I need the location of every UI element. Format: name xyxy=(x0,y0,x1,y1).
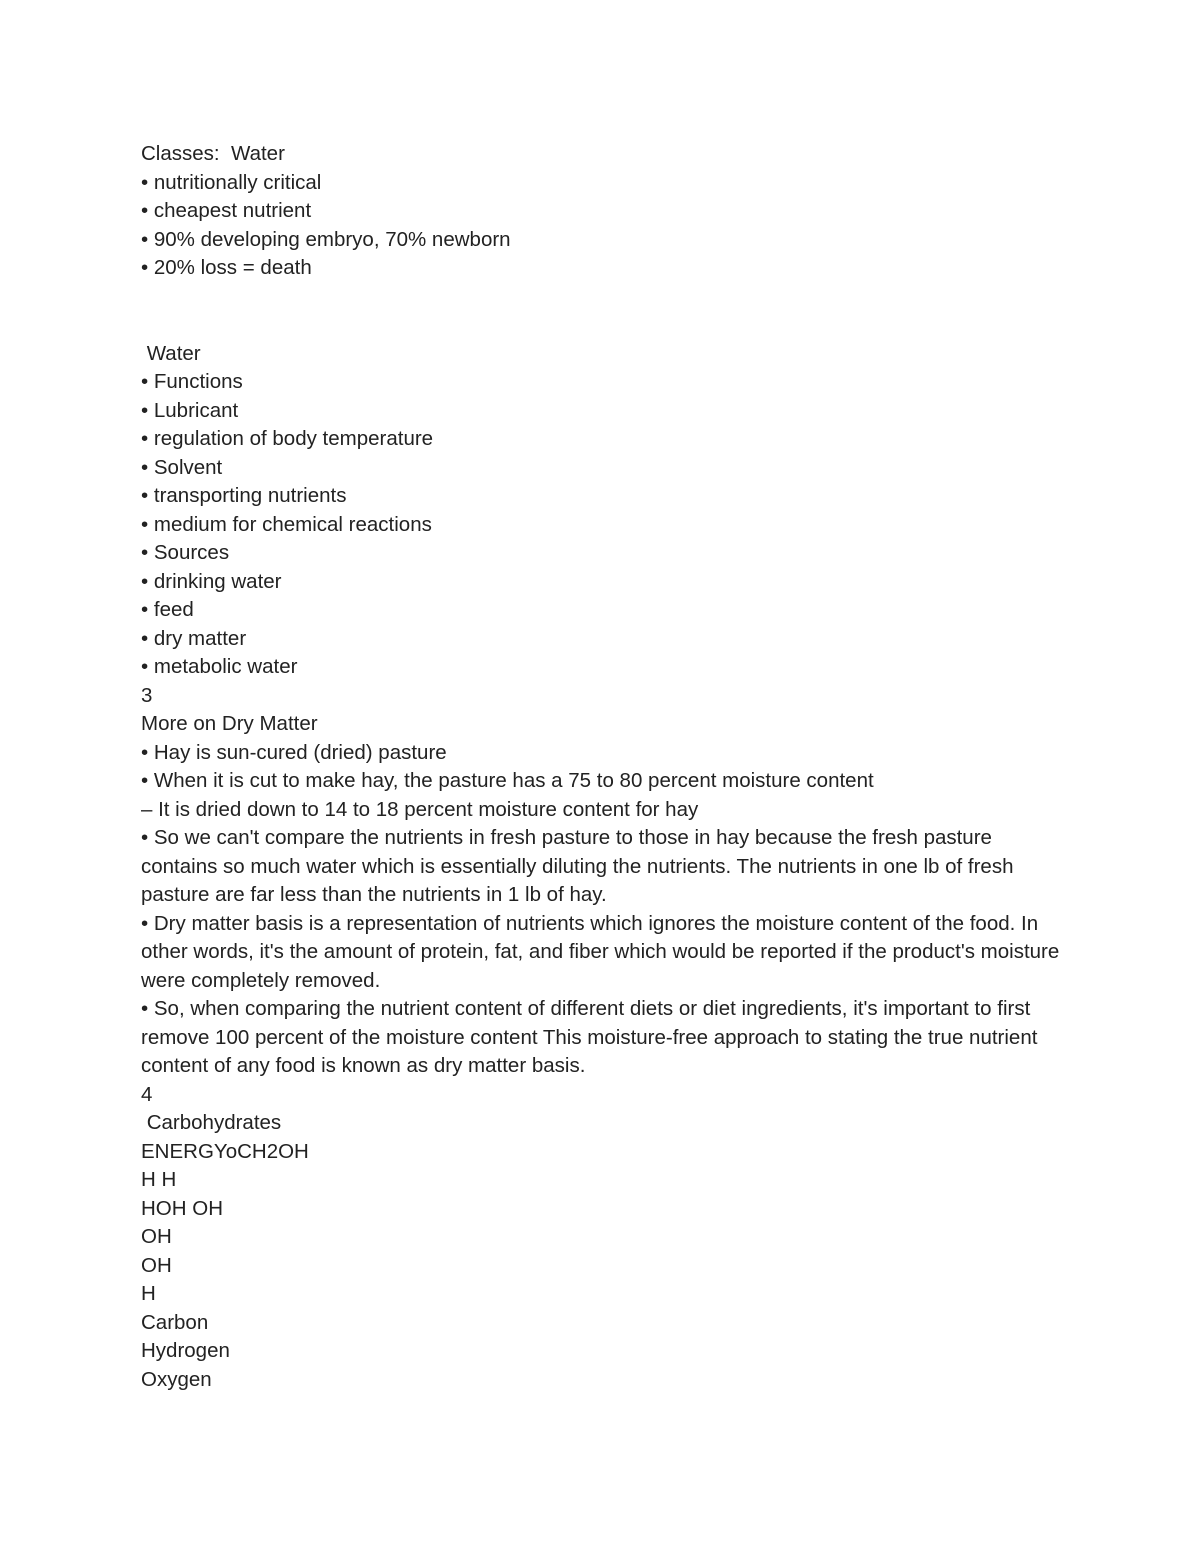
bullet-item: • Functions xyxy=(141,370,243,393)
bullet-item: • drinking water xyxy=(141,569,282,593)
sub-bullet-item: – It is dried down to 14 to 18 percent moisture content for hay xyxy=(141,797,699,821)
bullet-item: • cheapest nutrient xyxy=(141,199,312,222)
element-label: Oxygen xyxy=(141,1367,212,1391)
bullet-item: • Solvent xyxy=(141,455,223,479)
section-water xyxy=(141,340,1065,1395)
bullet-item: • Sources xyxy=(141,541,230,564)
section-heading: Water xyxy=(141,341,201,365)
bullet-item: • 20% loss = death xyxy=(141,256,312,279)
diagram-text: HOH OH xyxy=(141,1196,223,1220)
bullet-item: • transporting nutrients xyxy=(141,484,347,507)
bullet-item: • Hay is sun-cured (dried) pasture xyxy=(141,740,447,764)
page-number: 4 xyxy=(141,1082,153,1106)
bullet-item: • feed xyxy=(141,598,194,621)
section-heading: Carbohydrates xyxy=(141,1111,282,1134)
section-heading: More on Dry Matter xyxy=(141,712,318,735)
section-heading: Classes: Water xyxy=(141,142,285,165)
bullet-item: • metabolic water xyxy=(141,655,298,678)
bullet-item: • regulation of body temperature xyxy=(141,427,434,450)
diagram-text: OH xyxy=(141,1225,172,1248)
element-label: Hydrogen xyxy=(141,1339,230,1362)
bullet-item: • nutritionally critical xyxy=(141,170,322,194)
bullet-item: • medium for chemical reactions xyxy=(141,512,432,536)
paragraph: • Dry matter basis is a representation of nutrients which ignores the moisture content of the food. In other words, it's the amount of protein, fat, and fiber which would be reported if the product's moisture were completely removed. xyxy=(141,911,1065,992)
element-label: Carbon xyxy=(141,1310,209,1334)
diagram-text: H H xyxy=(141,1168,177,1191)
bullet-item: • Lubricant xyxy=(141,398,239,422)
diagram-text: ENERGYoCH2OH xyxy=(141,1139,309,1163)
page-number: 3 xyxy=(141,683,153,707)
bullet-item: • dry matter xyxy=(141,626,247,650)
paragraph: • So we can't compare the nutrients in fresh pasture to those in hay because the fresh pasture contains so much water which is essentially diluting the nutrients. The nutrients in one lb of fresh pasture are far less than the nutrients in 1 lb of hay. xyxy=(141,826,1020,906)
spacer xyxy=(141,283,1061,340)
bullet-item: • When it is cut to make hay, the pasture has a 75 to 80 percent moisture content xyxy=(141,769,874,792)
section-classes xyxy=(141,140,1061,283)
bullet-item: • 90% developing embryo, 70% newborn xyxy=(141,227,511,251)
diagram-text: OH xyxy=(141,1253,172,1277)
diagram-text: H xyxy=(141,1282,156,1305)
document-body xyxy=(141,140,1065,1394)
paragraph: • So, when comparing the nutrient content of different diets or diet ingredients, it's important to first remove 100 percent of the moisture content This moisture-free approach to stating the true nutrient content of any food is known as dry matter basis. xyxy=(141,997,1044,1077)
